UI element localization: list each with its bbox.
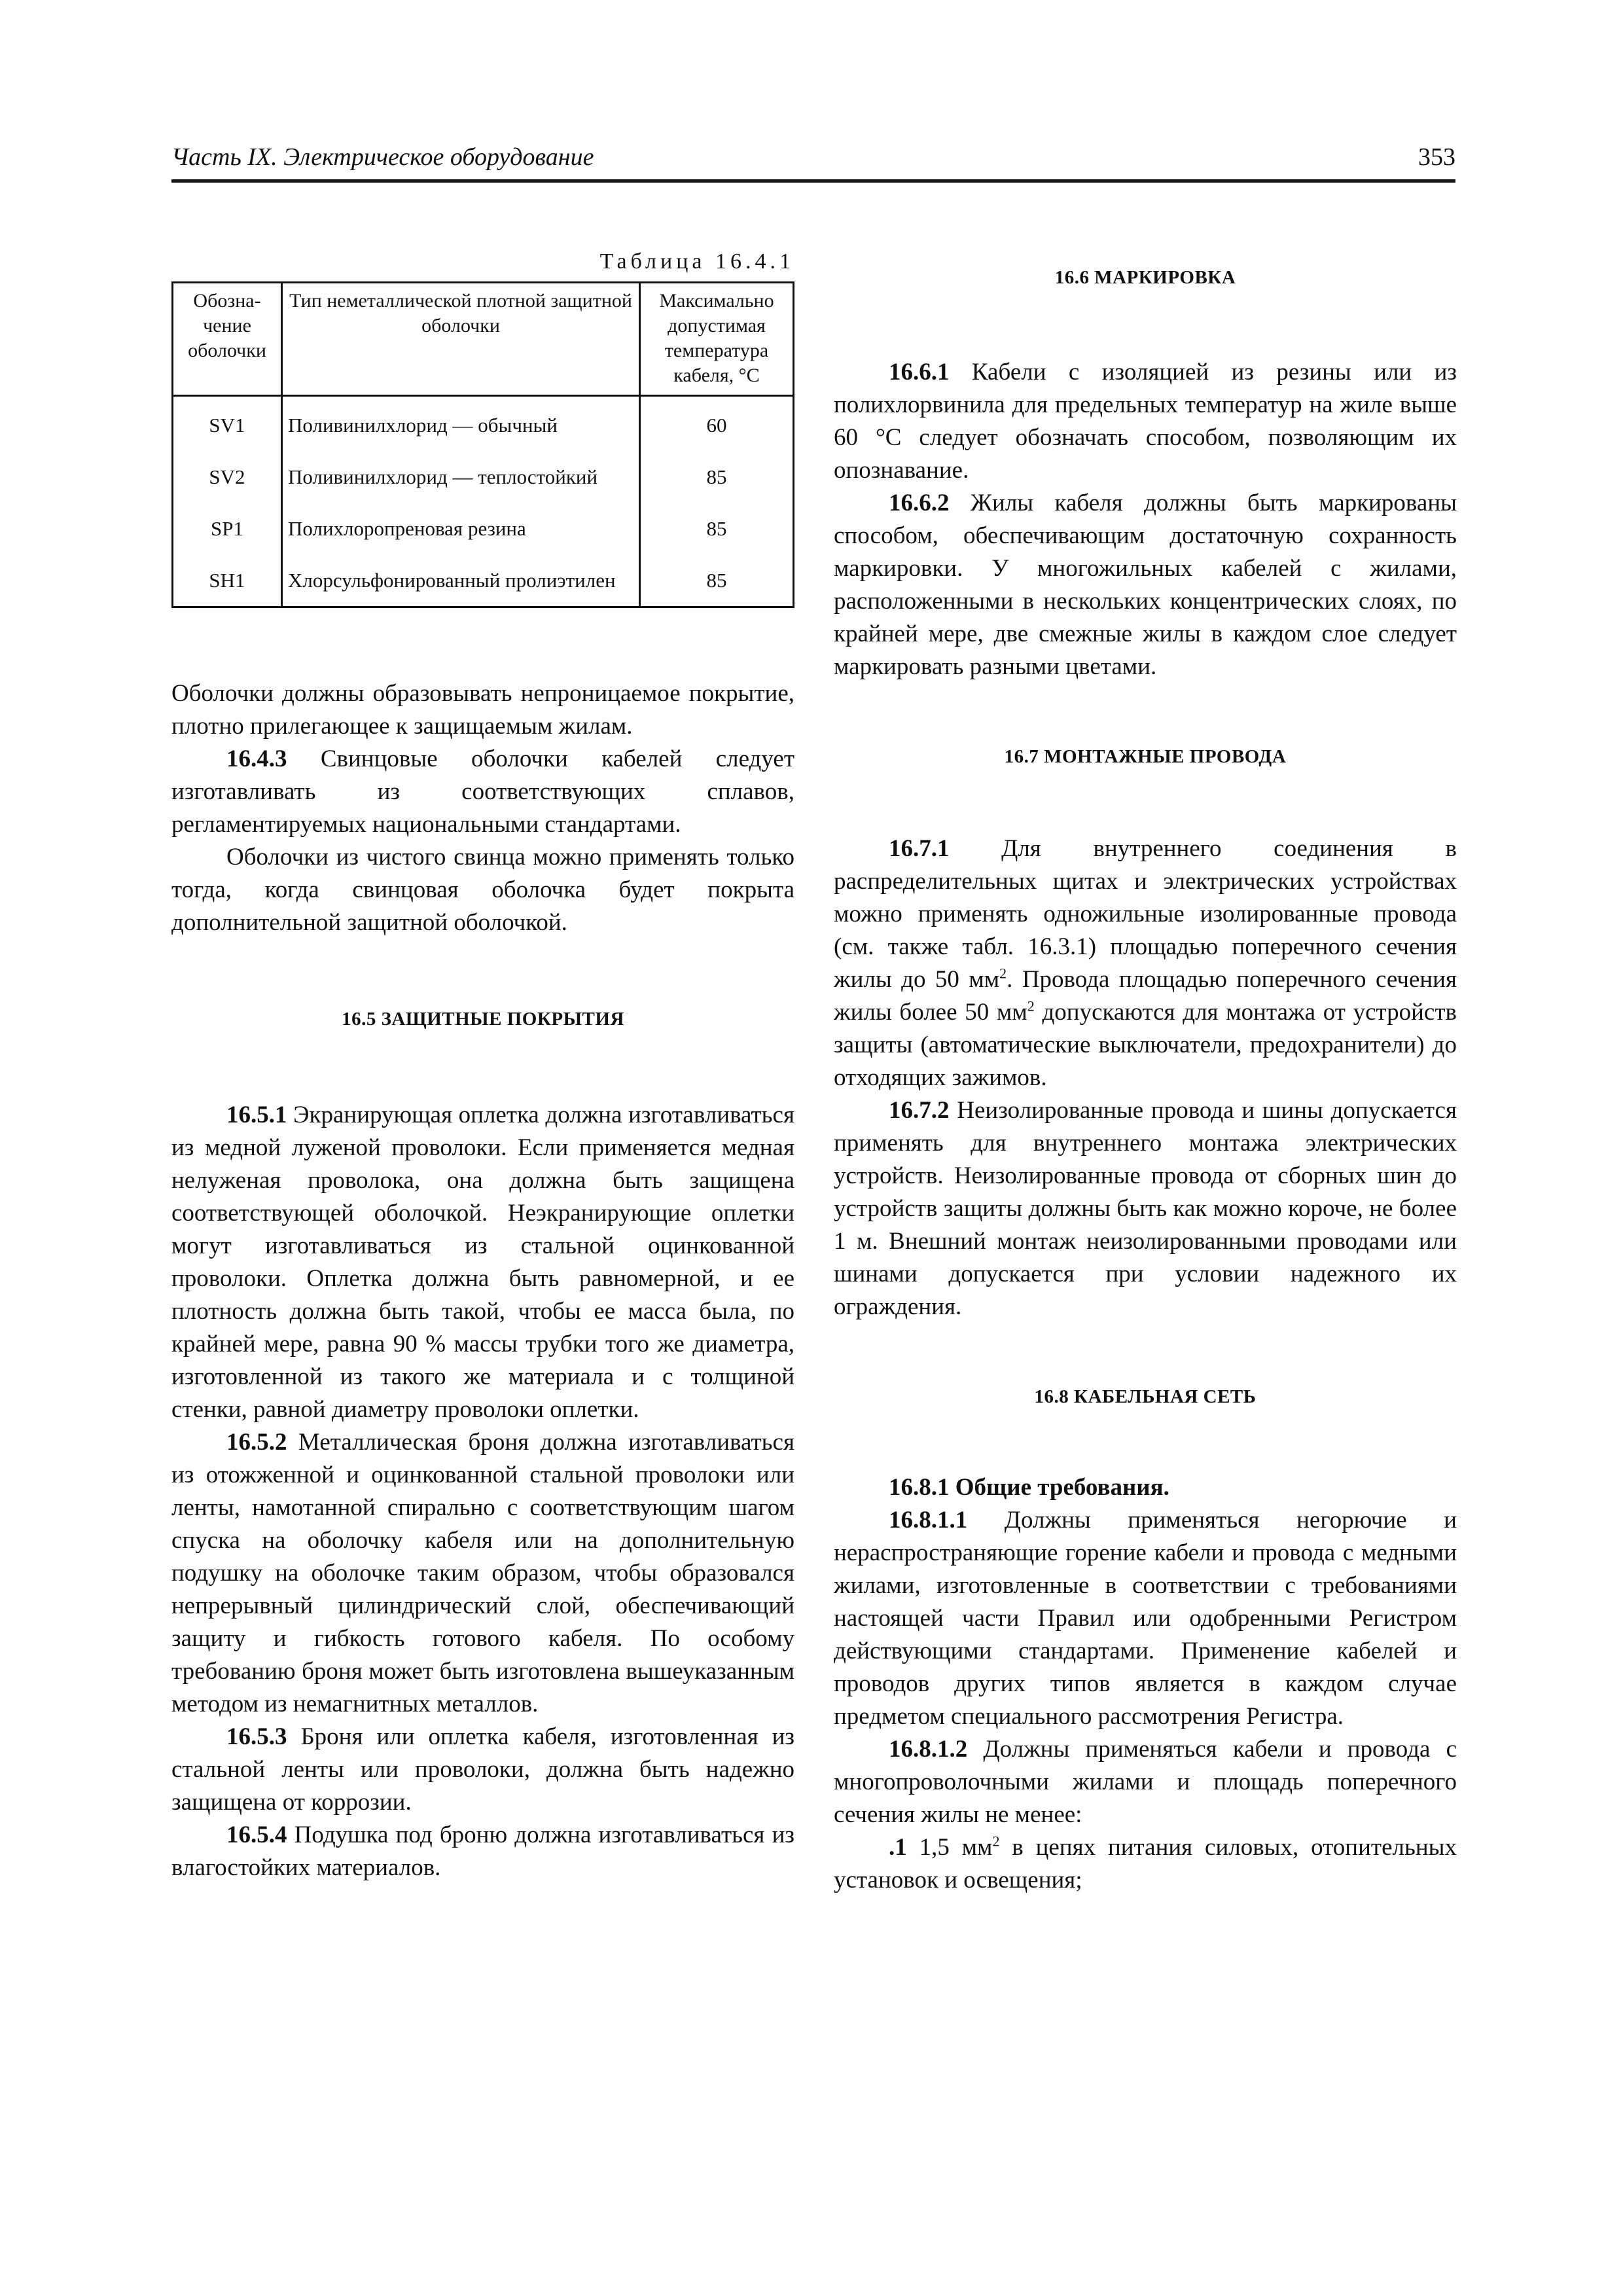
table-row (173, 554, 794, 607)
subsection-16-8-1: 16.8.1 Общие требования. (889, 1474, 1169, 1501)
clause-text: Должны применяться негорючие и нераспространяющие горение кабели и провода с медными жилами, изготовленные в соответствии с требованиями настоящей части Правил или одобренными Регистром действующими стандартами. Применение кабелей и проводов других типов является в каждом случае предметом специального рассмотрения Регистра. (834, 1507, 1457, 1730)
clause-text: Броня или оплетка кабеля, изготовленная из стальной ленты или проволоки, должна быть надежно защищена от коррозии. (171, 1723, 794, 1816)
table-cell-type: Полихлоропреновая резина (282, 503, 640, 554)
clause-number: 16.5.4 (226, 1821, 287, 1848)
table-header-cell: Тип неметаллической плотной защитной оболочки (282, 283, 640, 396)
table-cell-temperature: 85 (640, 554, 794, 607)
clause-text: Жилы кабеля должны быть маркированы способом, обеспечивающим достаточную сохранность маркировки. У многожильных кабелей с жилами, расположенными в нескольких концентрических слоях, по крайней мере, две смежные жилы в каждом слое следует маркировать разными цветами. (834, 490, 1457, 680)
clause-number: 16.7.2 (889, 1097, 950, 1124)
clause-text: Неизолированные провода и шины допускается применять для внутреннего монтажа электрических устройств. Неизолированные провода от сборных шин до устройств защиты должны быть как можно короче, не более 1 м. Внешний монтаж неизолированными проводами или шинами допускается при условии надежного их ограждения. (834, 1097, 1457, 1320)
running-header (171, 143, 1455, 183)
table-row (173, 451, 794, 503)
table-cell-temperature: 85 (640, 451, 794, 503)
clause-number: 16.7.1 (889, 835, 950, 862)
table-cell-code: SP1 (211, 516, 243, 540)
table-header-row (173, 283, 794, 396)
item-text: 1,5 мм (906, 1834, 993, 1861)
paragraph-16-6-2 (834, 487, 1457, 683)
clause-text: Кабели с изоляцией из резины или из полихлорвинила для предельных температур на жиле выше 60 °C следует обозначать способом, позволяющим их опознавание. (834, 359, 1457, 484)
list-item-1 (834, 1831, 1457, 1897)
table-cell-temperature: 60 (640, 396, 794, 452)
clause-number: 16.5.1 (226, 1102, 287, 1128)
table-caption: Таблица 16.4.1 (599, 249, 794, 274)
paragraph-16-5-3 (171, 1721, 794, 1819)
paragraph-lead-sheaths: Оболочки из чистого свинца можно применять только тогда, когда свинцовая оболочка будет покрыта дополнительной защитной оболочкой. (171, 844, 794, 936)
section-heading-16-7: 16.7 МОНТАЖНЫЕ ПРОВОДА (1004, 746, 1287, 767)
paragraph-16-7-1 (834, 833, 1457, 1094)
clause-text: Для внутреннего соединения в распределительных щитах и электрических устройствах можно применять одножильные изолированные провода (см. также табл. 16.3.1) площадью поперечного сечения жилы до 50 мм (834, 835, 1457, 993)
table-cell-code: SH1 (209, 568, 245, 592)
paragraph-16-7-2 (834, 1094, 1457, 1323)
clause-number: 16.5.3 (226, 1723, 287, 1750)
paragraph-16-8-1-2 (834, 1733, 1457, 1831)
clause-number: 16.6.1 (889, 359, 950, 386)
clause-text: Экранирующая оплетка должна изготавливаться из медной луженой проволоки. Если применяется медная нелуженая проволока, она должна быть защищена соответствующей оболочкой. Неэкранирующие оплетки могут изготавливаться из стальной оцинкованной проволоки. Оплетка должна быть равномерной, и ее плотность должна быть такой, чтобы ее масса была, по крайней мере, равна 90 % массы трубки того же диаметра, изготовленной из такого же материала и с толщиной стенки, равной диаметру проволоки оплетки. (171, 1102, 794, 1423)
paragraph-16-5-1 (171, 1099, 794, 1426)
item-number: .1 (889, 1834, 907, 1861)
superscript: 2 (1027, 997, 1035, 1014)
table-cell-code: SV1 (209, 413, 245, 437)
clause-text: Подушка под броню должна изготавливаться из влагостойких материалов. (171, 1821, 794, 1881)
clause-text: Свинцовые оболочки кабелей следует изготавливать из соответствующих сплавов, регламентируемых национальными стандартами. (171, 745, 794, 838)
clause-number: 16.4.3 (226, 745, 287, 772)
paragraph-16-8-1-1 (834, 1504, 1457, 1733)
table-row (173, 503, 794, 554)
right-column (834, 249, 1457, 1897)
page-number: 353 (1418, 143, 1455, 171)
running-title: Часть IX. Электрическое оборудование (171, 143, 594, 171)
paragraph-16-5-4 (171, 1819, 794, 1884)
clause-text: Должны применяться кабели и провода с многопроволочными жилами и площадь поперечного сечения жилы не менее: (834, 1736, 1457, 1828)
superscript: 2 (992, 1833, 1000, 1850)
section-heading-16-8: 16.8 КАБЕЛЬНАЯ СЕТЬ (1034, 1386, 1257, 1407)
item-text: в цепях питания силовых, отопительных установок и освещения; (834, 1834, 1457, 1893)
table-cell-code: SV2 (209, 465, 245, 488)
superscript: 2 (999, 965, 1007, 982)
table-cell-temperature: 85 (640, 503, 794, 554)
section-heading-16-6: 16.6 МАРКИРОВКА (1054, 267, 1236, 288)
table-header-cell: Обозна-чение оболочки (173, 283, 282, 396)
clause-text: . Провода площадью поперечного сечения жилы более 50 мм (834, 966, 1457, 1026)
paragraph-16-6-1 (834, 356, 1457, 487)
clause-number: 16.8.1.2 (889, 1736, 968, 1763)
clause-text: допускаются для монтажа от устройств защиты (автоматические выключатели, предохранители) до отходящих зажимов. (834, 999, 1457, 1091)
clause-text: Металлическая броня должна изготавливаться из отожженной и оцинкованной стальной проволоки или ленты, намотанной спирально с соответствующим шагом спуска на оболочку кабеля или на дополнительную подушку на оболочке таким образом, чтобы образовался непрерывный цилиндрический слой, обеспечивающий защиту и гибкость готового кабеля. По особому требованию броня может быть изготовлена вышеуказанным методом из немагнитных металлов. (171, 1429, 794, 1717)
paragraph-sheaths: Оболочки должны образовывать непроницаемое покрытие, плотно прилегающее к защищаемым жилам. (171, 680, 794, 740)
table-row (173, 396, 794, 452)
paragraph-16-5-2 (171, 1426, 794, 1721)
table-cell-type: Хлорсульфонированный пролиэтилен (282, 554, 640, 607)
clause-number: 16.5.2 (226, 1429, 287, 1456)
clause-number: 16.8.1.1 (889, 1507, 968, 1534)
clause-number: 16.6.2 (889, 490, 950, 516)
paragraph-16-4-3 (171, 743, 794, 841)
table-cell-type: Поливинилхлорид — теплостойкий (282, 451, 640, 503)
sheath-table (171, 281, 794, 608)
left-column (171, 249, 794, 1884)
table-header-cell: Максимально допустимая температура кабеля, °C (640, 283, 794, 396)
section-heading-16-5: 16.5 ЗАЩИТНЫЕ ПОКРЫТИЯ (342, 1009, 624, 1030)
table-cell-type: Поливинилхлорид — обычный (282, 396, 640, 452)
